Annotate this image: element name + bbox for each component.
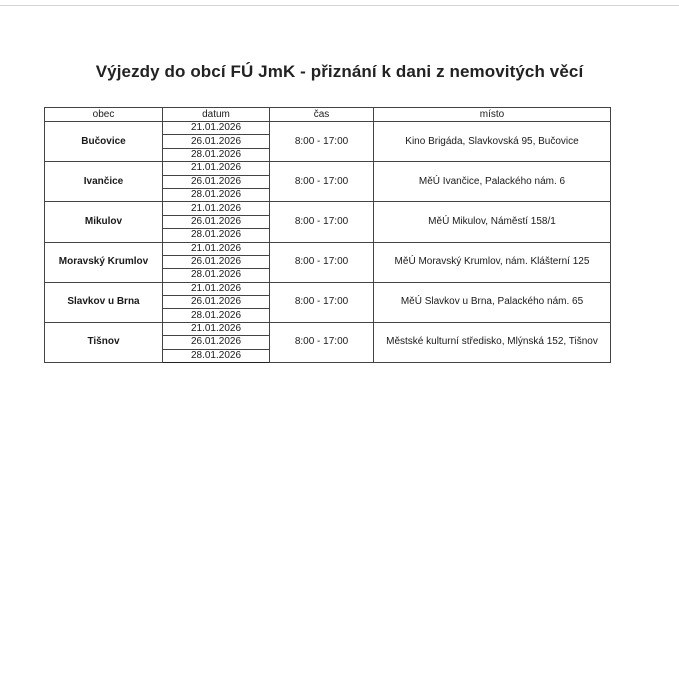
time-cell: 8:00 - 17:00 [270, 242, 374, 282]
date-cell: 21.01.2026 [163, 322, 270, 335]
table-row [45, 122, 611, 135]
time-cell: 8:00 - 17:00 [270, 322, 374, 362]
date-cell: 26.01.2026 [163, 135, 270, 148]
table-row [45, 282, 611, 295]
table-row [45, 202, 611, 215]
date-cell: 28.01.2026 [163, 269, 270, 282]
header-row [45, 108, 611, 122]
date-cell: 28.01.2026 [163, 349, 270, 362]
date-cell: 28.01.2026 [163, 309, 270, 322]
obec-cell: Tišnov [45, 322, 163, 362]
date-cell: 26.01.2026 [163, 215, 270, 228]
obec-cell: Mikulov [45, 202, 163, 242]
time-cell: 8:00 - 17:00 [270, 282, 374, 322]
date-cell: 28.01.2026 [163, 229, 270, 242]
place-cell: MěÚ Mikulov, Náměstí 158/1 [374, 202, 611, 242]
obec-cell: Moravský Krumlov [45, 242, 163, 282]
table-row [45, 162, 611, 175]
column-header-cas: čas [270, 108, 374, 122]
date-cell: 26.01.2026 [163, 255, 270, 268]
obec-cell: Bučovice [45, 122, 163, 162]
date-cell: 26.01.2026 [163, 296, 270, 309]
place-cell: MěÚ Slavkov u Brna, Palackého nám. 65 [374, 282, 611, 322]
date-cell: 28.01.2026 [163, 188, 270, 201]
place-cell: MěÚ Moravský Krumlov, nám. Klášterní 125 [374, 242, 611, 282]
time-cell: 8:00 - 17:00 [270, 202, 374, 242]
schedule-table [44, 107, 611, 363]
date-cell: 28.01.2026 [163, 148, 270, 161]
place-cell: MěÚ Ivančice, Palackého nám. 6 [374, 162, 611, 202]
time-cell: 8:00 - 17:00 [270, 122, 374, 162]
date-cell: 21.01.2026 [163, 282, 270, 295]
table-row [45, 242, 611, 255]
place-cell: Kino Brigáda, Slavkovská 95, Bučovice [374, 122, 611, 162]
column-header-misto: místo [374, 108, 611, 122]
date-cell: 21.01.2026 [163, 162, 270, 175]
page-top-divider [0, 5, 679, 6]
obec-cell: Ivančice [45, 162, 163, 202]
obec-cell: Slavkov u Brna [45, 282, 163, 322]
time-cell: 8:00 - 17:00 [270, 162, 374, 202]
date-cell: 21.01.2026 [163, 242, 270, 255]
document-title: Výjezdy do obcí FÚ JmK - přiznání k dani z nemovitých věcí [95, 62, 584, 81]
column-header-datum: datum [163, 108, 270, 122]
date-cell: 21.01.2026 [163, 122, 270, 135]
date-cell: 26.01.2026 [163, 336, 270, 349]
place-cell: Městské kulturní středisko, Mlýnská 152, Tišnov [374, 322, 611, 362]
date-cell: 26.01.2026 [163, 175, 270, 188]
column-header-obec: obec [45, 108, 163, 122]
table-row [45, 322, 611, 335]
date-cell: 21.01.2026 [163, 202, 270, 215]
